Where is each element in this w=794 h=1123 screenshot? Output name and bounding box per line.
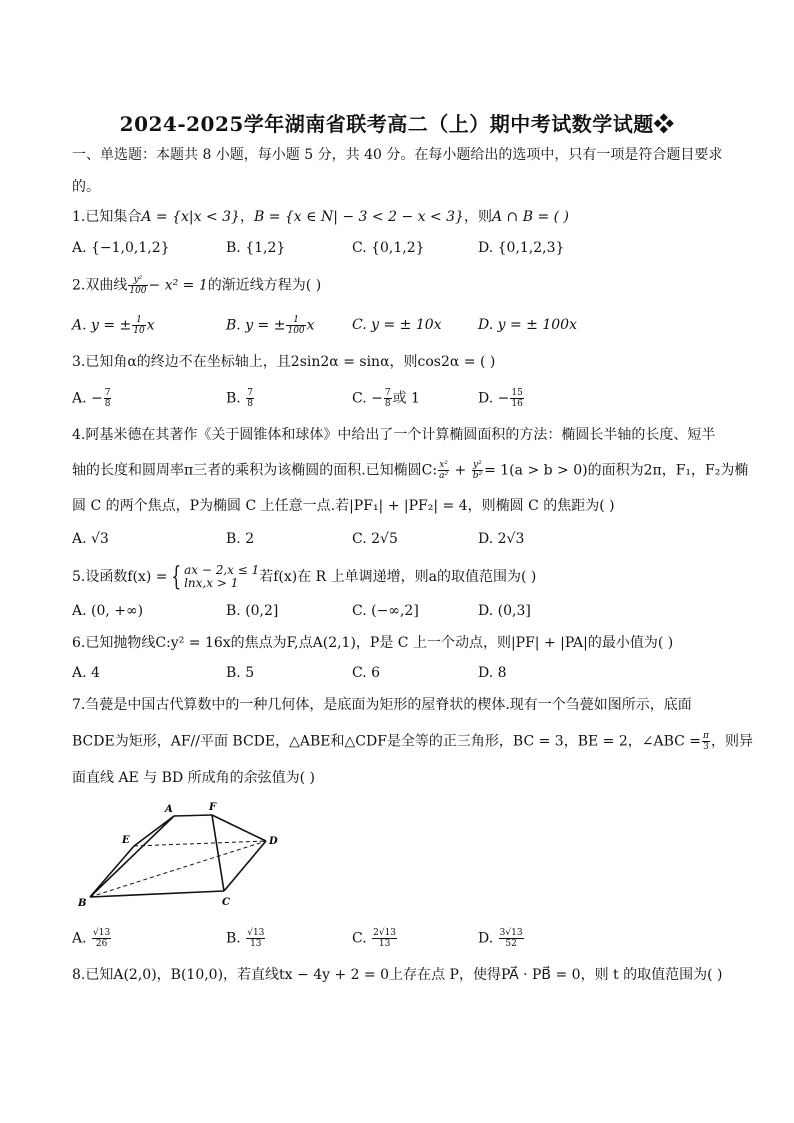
q4-line2-a: 轴的长度和圆周率π三者的乘积为该椭圆的面积.已知椭圆C: (72, 462, 438, 479)
q3-option-c-prefix: C. − (352, 390, 383, 407)
q7-pi: π (703, 731, 709, 741)
q7-option-b-den: 13 (250, 939, 262, 949)
q2-option-b-den: 100 (287, 326, 305, 336)
label-d: D (269, 836, 278, 847)
q2-option-b-num: 1 (286, 315, 305, 326)
q1-expr: A ∩ B = ( ) (491, 209, 570, 225)
q2-stem-a: 2.双曲线 (72, 277, 128, 294)
q3-option-d-num: 15 (511, 388, 523, 398)
q3-option-c-frac (384, 388, 392, 409)
q7-option-b (226, 928, 266, 949)
q7-option-d (478, 928, 525, 949)
label-e: E (122, 835, 130, 846)
q3-option-a-frac (104, 388, 112, 409)
question-7-line-1: 7.刍甍是中国古代算数中的一种几何体，是底面为矩形的屋脊状的楔体.现有一个刍甍如图所示，底面 (72, 697, 692, 713)
q3-option-c-suffix: 或 1 (392, 390, 420, 407)
q2-option-b-frac (286, 315, 305, 336)
q4-line2-b: = 1(a > b > 0)的面积为2π，F₁，F₂为椭 (484, 462, 749, 479)
question-5: 5.设函数f(x) = { ax − 2,x ≤ 1 lnx,x > 1 若f(x)在 R 上单调递增，则a的取值范围为( ) (72, 562, 537, 592)
q2-option-b-var: x (306, 317, 315, 334)
q2-fraction (128, 275, 147, 296)
q5-case-2: lnx,x > 1 (184, 576, 239, 590)
question-2 (72, 275, 321, 296)
q2-option-a-var: x (146, 317, 155, 334)
q1-sep: ， (239, 209, 254, 225)
edge-ed-hidden (134, 841, 266, 846)
q4-option-a: A. √3 (72, 531, 109, 547)
q6-option-d: D. 8 (478, 665, 507, 681)
q7-option-b-prefix: B. (226, 930, 246, 947)
q2-option-a-frac (132, 315, 145, 336)
q4-y2: y² (473, 460, 482, 470)
q3-option-a (72, 388, 112, 409)
q3-option-b-frac (246, 388, 254, 409)
q2-option-b (226, 315, 315, 336)
question-4-line-1: 4.阿基米德在其著作《关于圆锥体和球体》中给出了一个计算椭圆面积的方法：椭圆长半轴的长度、短半 (72, 427, 716, 443)
q6-option-c: C. 6 (352, 665, 381, 681)
q1-option-c: C. {0,1,2} (352, 240, 425, 256)
q5-option-c: C. (−∞,2] (352, 603, 419, 619)
q7-option-a-num: √13 (93, 928, 111, 938)
q2-frac-den: 100 (129, 286, 147, 296)
q7-option-d-num: 3√13 (499, 928, 523, 938)
q3-option-b-prefix: B. (226, 390, 246, 407)
q7-option-c-prefix: C. (352, 930, 372, 947)
q2-frac-num: y² (128, 275, 147, 286)
q2-stem-b: 的渐近线方程为( ) (207, 277, 322, 294)
q2-option-a (72, 315, 155, 336)
q3-option-d-prefix: D. − (478, 390, 510, 407)
q5-stem-a: 5.设函数f(x) = (72, 569, 168, 585)
question-1 (72, 207, 569, 227)
question-6: 6.已知抛物线C:y² = 16x的焦点为F,点A(2,1)，P是 C 上一个动点，则|PF| + |PA|的最小值为( ) (72, 635, 674, 651)
q7-option-b-frac (246, 928, 265, 949)
q1-stem-b: ，则 (463, 209, 492, 225)
q4-option-b: B. 2 (226, 531, 255, 547)
q5-stem-b: 若f(x)在 R 上单调递增，则a的取值范围为( ) (259, 569, 537, 585)
q7-option-d-den: 52 (505, 939, 517, 949)
question-7-line-3: 面直线 AE 与 BD 所成角的余弦值为( ) (72, 770, 316, 786)
q5-option-d: D. (0,3] (478, 603, 531, 619)
wedge-figure (72, 794, 292, 914)
section-heading-cont: 的。 (72, 179, 100, 195)
edge-fd (212, 815, 266, 841)
question-7-line-2 (72, 731, 753, 752)
label-f: F (209, 802, 217, 813)
q3-option-c-num: 7 (384, 388, 391, 398)
q7-angle-frac (702, 731, 710, 752)
q2-option-c: C. y = ± 10x (352, 317, 442, 333)
q2-option-a-den: 10 (133, 326, 145, 336)
q5-option-a: A. (0, +∞) (72, 603, 144, 619)
q7-option-a-frac (92, 928, 111, 949)
q4-option-d: D. 2√3 (478, 531, 525, 547)
q7-three: 3 (703, 742, 709, 752)
q2-option-b-prefix: B. y = ± (226, 317, 286, 334)
q3-option-a-num: 7 (104, 388, 111, 398)
edge-ea (134, 816, 174, 846)
q7-line2-b: ，则异 (710, 733, 753, 750)
question-3: 3.已知角α的终边不在坐标轴上，且2sin2α = sinα，则cos2α = ( ) (72, 354, 496, 370)
q4-x2: x² (439, 460, 448, 470)
q3-option-c (352, 388, 420, 409)
label-a: A (165, 804, 173, 815)
q3-option-d-den: 16 (511, 399, 523, 409)
q5-case-1: ax − 2,x ≤ 1 (184, 563, 260, 577)
edge-fc (212, 815, 224, 891)
wedge-figure-svg (72, 794, 292, 914)
q7-option-a-prefix: A. (72, 930, 92, 947)
question-8: 8.已知A(2,0)，B(10,0)，若直线tx − 4y + 2 = 0上存在点 P，使得PA⃗ · PB⃗ = 0，则 t 的取值范围为( ) (72, 967, 723, 983)
q1-option-d: D. {0,1,2,3} (478, 240, 565, 256)
q3-option-b-den: 8 (247, 399, 253, 409)
q2-option-a-num: 1 (132, 315, 145, 326)
q7-option-c (352, 928, 398, 949)
q7-line2-a: BCDE为矩形，AF//平面 BCDE，△ABE和△CDF是全等的正三角形，BC = 3，BE = 2，∠ABC = (72, 733, 702, 750)
q1-option-a: A. {−1,0,1,2} (72, 240, 170, 256)
q7-option-c-den: 13 (378, 939, 391, 949)
page-title: 2024-2025学年湖南省联考高二（上）期中考试数学试题❖ (119, 112, 675, 136)
question-4-line-2: 轴的长度和圆周率π三者的乘积为该椭圆的面积.已知椭圆C: $\frac{\text{x²}}{\text{a²}}$ + $\frac{\text{y²}}{\text{b²}}$ = 1(a > b > 0)的面积为2π，F₁，F₂为椭 (72, 460, 749, 481)
q3-option-a-den: 8 (104, 399, 111, 409)
q1-option-b: B. {1,2} (226, 240, 286, 256)
label-c: C (222, 897, 230, 908)
q6-option-a: A. 4 (72, 665, 100, 681)
edge-ba (90, 816, 174, 897)
q7-option-c-num: 2√13 (373, 928, 397, 938)
q7-option-d-prefix: D. (478, 930, 498, 947)
q4-a2: a² (439, 471, 449, 481)
edge-af (174, 815, 212, 816)
edge-bc (90, 891, 224, 897)
q3-option-a-prefix: A. − (72, 390, 103, 407)
q3-option-b-num: 7 (247, 388, 253, 398)
q2-option-a-prefix: A. y = ± (72, 317, 132, 334)
q4-frac-x (438, 460, 449, 481)
label-b: B (78, 898, 87, 909)
q4-frac-y (472, 460, 483, 481)
edge-bd-hidden (90, 841, 266, 897)
section-heading: 一、单选题：本题共 8 小题，每小题 5 分，共 40 分。在每小题给出的选项中，只有一项是符合题目要求 (72, 147, 723, 163)
q7-option-a-den: 26 (95, 939, 108, 949)
q5-cases (184, 564, 259, 590)
q7-option-b-num: √13 (247, 928, 265, 938)
q7-option-a (72, 928, 112, 949)
edge-cd (224, 841, 266, 891)
q7-option-d-frac (499, 928, 524, 949)
q3-option-b (226, 388, 255, 409)
q2-option-d: D. y = ± 100x (478, 317, 577, 333)
q7-option-c-frac (372, 928, 397, 949)
q6-option-b: B. 5 (226, 665, 255, 681)
q5-option-b: B. (0,2] (226, 603, 279, 619)
q2-stem-mid: − x² = 1 (148, 277, 208, 294)
q4-option-c: C. 2√5 (352, 531, 398, 547)
question-4-line-3: 圆 C 的两个焦点，P为椭圆 C 上任意一点.若|PF₁| + |PF₂| = 4，则椭圆 C 的焦距为( ) (72, 498, 615, 514)
q1-set-a: A = {x|x < 3} (141, 209, 240, 225)
q3-option-d (478, 388, 525, 409)
edge-eb (90, 846, 134, 897)
q3-option-c-den: 8 (384, 399, 391, 409)
q4-b2: b² (472, 471, 483, 481)
q3-option-d-frac (510, 388, 523, 409)
q1-set-b: B = {x ∈ N| − 3 < 2 − x < 3} (253, 209, 464, 225)
q1-stem-a: 1.已知集合 (72, 209, 142, 225)
